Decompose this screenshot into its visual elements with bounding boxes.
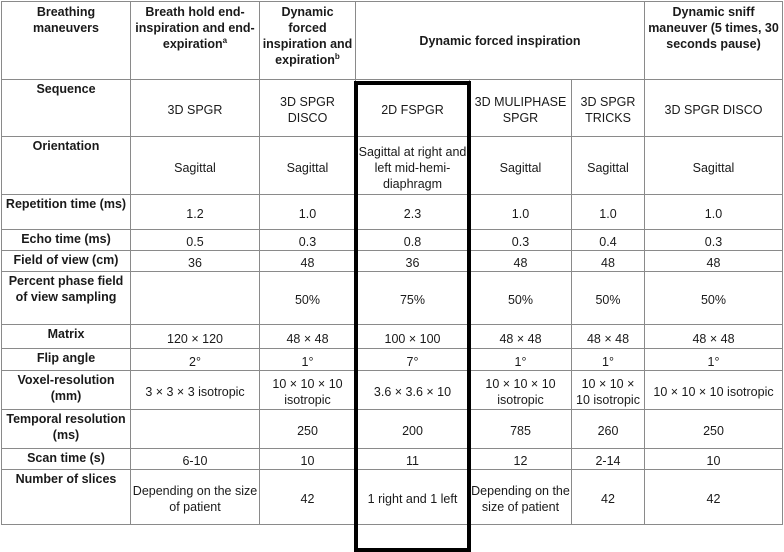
- table-cell: 48: [260, 251, 356, 272]
- table-cell: 1.0: [572, 195, 645, 230]
- table-cell: 2D FSPGR: [356, 80, 470, 137]
- table-cell: 120 × 120: [131, 325, 260, 349]
- table-cell: 3D SPGR DISCO: [260, 80, 356, 137]
- table-cell: 10: [645, 449, 783, 470]
- row-label: Repetition time (ms): [2, 195, 131, 230]
- table-cell: 75%: [356, 272, 470, 325]
- row-label: Sequence: [2, 80, 131, 137]
- table-cell: 42: [645, 470, 783, 525]
- table-cell: 100 × 100: [356, 325, 470, 349]
- table-cell: 50%: [572, 272, 645, 325]
- table-cell: 48: [645, 251, 783, 272]
- header-label: Dynamic forced inspiration and expiration: [262, 5, 353, 67]
- table-cell: 12: [470, 449, 572, 470]
- table-cell: 785: [470, 410, 572, 449]
- header-row: [2, 2, 783, 80]
- table-container: [1, 1, 783, 525]
- row-label: Echo time (ms): [2, 230, 131, 251]
- table-cell: [131, 272, 260, 325]
- header-cell: [260, 2, 356, 80]
- table-cell: 1.0: [470, 195, 572, 230]
- header-label: Breathing maneuvers: [32, 5, 99, 35]
- table-cell: Sagittal: [131, 137, 260, 195]
- table-cell: 42: [572, 470, 645, 525]
- table-cell: Depending on the size of patient: [470, 470, 572, 525]
- table-cell: 2-14: [572, 449, 645, 470]
- table-cell: 48 × 48: [470, 325, 572, 349]
- header-cell: [645, 2, 783, 80]
- row-label: Matrix: [2, 325, 131, 349]
- table-row: [2, 251, 783, 272]
- table-cell: 3D SPGR TRICKS: [572, 80, 645, 137]
- table-row: [2, 80, 783, 137]
- table-cell: 11: [356, 449, 470, 470]
- table-row: [2, 137, 783, 195]
- table-row: [2, 470, 783, 525]
- table-cell: 36: [131, 251, 260, 272]
- table-cell: [131, 410, 260, 449]
- table-cell: 48: [470, 251, 572, 272]
- header-label: Breath hold end-inspiration and end-expiration: [135, 5, 255, 51]
- table-row: [2, 272, 783, 325]
- footnote-marker: a: [222, 35, 228, 45]
- table-cell: 36: [356, 251, 470, 272]
- row-label: Number of slices: [2, 470, 131, 525]
- table-cell: 0.3: [260, 230, 356, 251]
- table-cell: 0.8: [356, 230, 470, 251]
- header-cell: [356, 2, 645, 80]
- row-label: Temporal resolution (ms): [2, 410, 131, 449]
- table-cell: 48: [572, 251, 645, 272]
- table-cell: 1 right and 1 left: [356, 470, 470, 525]
- table-cell: 48 × 48: [572, 325, 645, 349]
- header-label: Dynamic sniff maneuver (5 times, 30 seconds pause): [648, 5, 779, 51]
- table-row: [2, 195, 783, 230]
- table-cell: 0.3: [645, 230, 783, 251]
- table-cell: 0.5: [131, 230, 260, 251]
- table-cell: 3 × 3 × 3 isotropic: [131, 371, 260, 410]
- table-cell: 0.4: [572, 230, 645, 251]
- table-row: [2, 349, 783, 371]
- header-cell: [2, 2, 131, 80]
- table-cell: Sagittal: [572, 137, 645, 195]
- table-cell: 1°: [260, 349, 356, 371]
- table-cell: 250: [260, 410, 356, 449]
- row-label: Flip angle: [2, 349, 131, 371]
- table-cell: 1.2: [131, 195, 260, 230]
- table-cell: 1°: [470, 349, 572, 371]
- header-label: Dynamic forced inspiration: [419, 33, 581, 48]
- table-cell: 7°: [356, 349, 470, 371]
- table-cell: 1°: [572, 349, 645, 371]
- row-label: Percent phase field of view sampling: [2, 272, 131, 325]
- mri-parameters-table: [1, 1, 783, 525]
- table-row: [2, 325, 783, 349]
- table-cell: 0.3: [470, 230, 572, 251]
- table-row: [2, 410, 783, 449]
- row-label: Scan time (s): [2, 449, 131, 470]
- table-cell: 2°: [131, 349, 260, 371]
- table-cell: 6-10: [131, 449, 260, 470]
- footnote-marker: b: [334, 51, 340, 61]
- row-label: Orientation: [2, 137, 131, 195]
- row-label: Field of view (cm): [2, 251, 131, 272]
- table-cell: 10 × 10 × 10 isotropic: [470, 371, 572, 410]
- table-cell: 3D SPGR DISCO: [645, 80, 783, 137]
- table-cell: 10: [260, 449, 356, 470]
- table-cell: 10 × 10 × 10 isotropic: [572, 371, 645, 410]
- table-cell: 1.0: [260, 195, 356, 230]
- header-cell: [131, 2, 260, 80]
- table-cell: 3D MULIPHASE SPGR: [470, 80, 572, 137]
- table-cell: 48 × 48: [645, 325, 783, 349]
- table-cell: 2.3: [356, 195, 470, 230]
- table-cell: Sagittal: [645, 137, 783, 195]
- table-cell: 1.0: [645, 195, 783, 230]
- table-row: [2, 371, 783, 410]
- table-row: [2, 230, 783, 251]
- table-cell: Sagittal: [470, 137, 572, 195]
- table-cell: 10 × 10 × 10 isotropic: [260, 371, 356, 410]
- table-cell: 42: [260, 470, 356, 525]
- table-cell: Depending on the size of patient: [131, 470, 260, 525]
- table-cell: 50%: [470, 272, 572, 325]
- table-cell: 10 × 10 × 10 isotropic: [645, 371, 783, 410]
- row-label: Voxel-resolution (mm): [2, 371, 131, 410]
- table-cell: 250: [645, 410, 783, 449]
- table-cell: Sagittal at right and left mid-hemi-diaphragm: [356, 137, 470, 195]
- table-cell: 3.6 × 3.6 × 10: [356, 371, 470, 410]
- table-row: [2, 449, 783, 470]
- table-cell: 3D SPGR: [131, 80, 260, 137]
- table-cell: 48 × 48: [260, 325, 356, 349]
- table-cell: 1°: [645, 349, 783, 371]
- table-cell: 200: [356, 410, 470, 449]
- table-cell: 260: [572, 410, 645, 449]
- table-cell: 50%: [645, 272, 783, 325]
- table-cell: Sagittal: [260, 137, 356, 195]
- table-cell: 50%: [260, 272, 356, 325]
